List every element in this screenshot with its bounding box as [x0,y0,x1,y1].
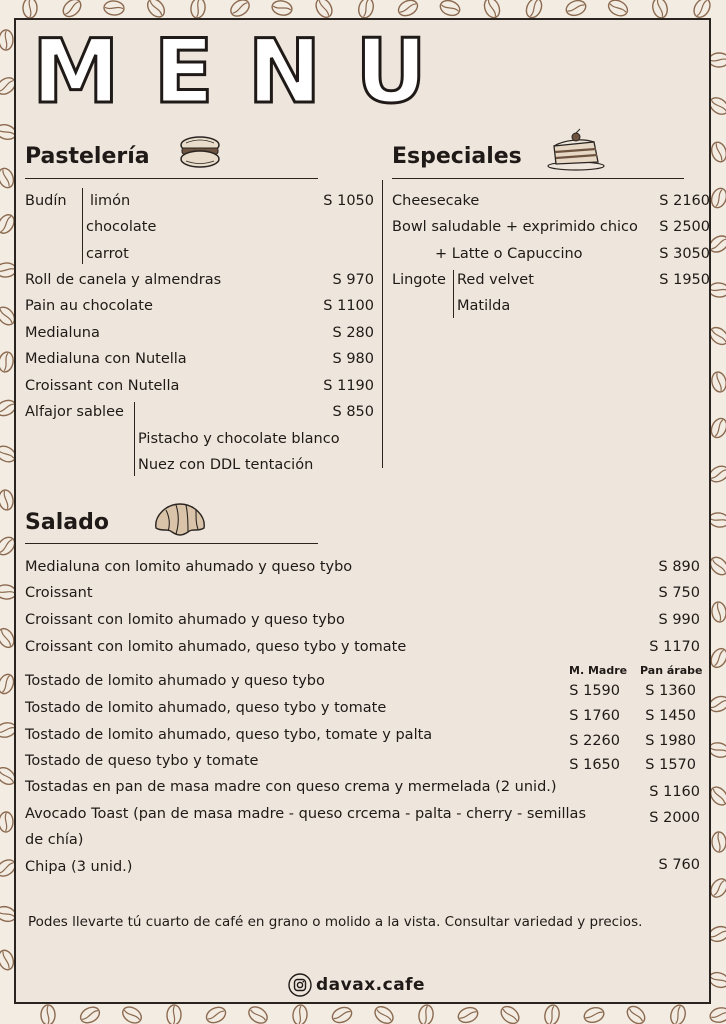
coffee-bean-icon [710,371,726,393]
menu-item-name: Medialuna [25,325,100,341]
coffee-bean-icon [606,0,630,19]
coffee-bean-icon [708,416,726,440]
menu-item-name: Avocado Toast (pan de masa madre - queso crcema - palta - cherry - semillas [25,806,586,822]
macaron-icon [178,134,222,170]
section-heading-salado: Salado [25,510,109,535]
menu-item-price: S 1170 [649,639,700,655]
coffee-bean-icon [166,1005,181,1024]
tostado-price-arabe: S 1570 [645,757,696,773]
page-title: MENU [32,20,461,123]
menu-item-name: Croissant [25,585,93,601]
tostado-name: Tostado de lomito ahumado, queso tybo, tomate y palta [25,727,433,743]
instagram-handle: davax.cafe [316,975,426,995]
coffee-bean-icon [712,832,726,852]
coffee-bean-icon [709,186,726,210]
coffee-bean-icon [60,0,84,20]
croissant-icon [152,498,208,538]
tostado-price-arabe: S 1450 [645,708,696,724]
tostado-price-madre: S 2260 [569,733,620,749]
menu-item-name: Chipa (3 unid.) [25,859,133,875]
menu-item-price: S 890 [658,559,700,575]
coffee-bean-icon [624,1003,648,1024]
coffee-bean-icon [709,53,726,67]
coffee-bean-icon [78,1004,102,1024]
menu-item-name: + Latte o Capuccino [435,246,583,262]
menu-item-price: S 1160 [649,784,700,800]
menu-item-price: S 990 [658,612,700,628]
coffee-bean-icon [292,1004,308,1024]
alfajor-flavor: Nuez con DDL tentación [138,457,314,473]
budin-flavor: limón [90,193,131,209]
coffee-bean-icon [104,0,125,15]
menu-item-price: S 3050 [659,246,710,262]
menu-item-price: S 750 [658,585,700,601]
lingote-label: Lingote [392,272,446,288]
menu-item-name: Tostadas en pan de masa madre con queso crema y mermelada (2 unid.) [25,779,557,795]
budin-bracket [82,188,83,264]
coffee-bean-icon [709,140,726,163]
coffee-bean-icon [456,1005,480,1024]
coffee-bean-icon [524,0,545,20]
coffee-bean-icon [271,0,293,17]
budin-price: S 1050 [323,193,374,209]
cake-slice-icon [546,128,606,172]
coffee-bean-icon [0,351,15,373]
menu-item-price: S 1100 [323,298,374,314]
coffee-bean-icon [438,0,462,18]
column-divider [382,180,383,468]
menu-item-price: S 2000 [649,810,700,826]
coffee-bean-icon [357,0,376,20]
coffee-bean-icon [418,1004,435,1024]
menu-item-price: S 760 [658,857,700,873]
coffee-bean-icon [372,1003,396,1024]
menu-item-name: Pain au chocolate [25,298,153,314]
coffee-bean-icon [651,0,670,19]
section-heading-pasteleria: Pastelería [25,144,150,169]
menu-item-name: Medialuna con Nutella [25,351,187,367]
menu-item-name: Bowl saludable + exprimido chico [392,219,638,235]
coffee-bean-icon [0,489,14,511]
menu-item-price: S 970 [332,272,374,288]
coffee-bean-icon [0,812,13,832]
menu-item-price: S 980 [332,351,374,367]
menu-item-price: S 2160 [659,193,710,209]
menu-item-name: Croissant con Nutella [25,378,180,394]
menu-item-name: Cheesecake [392,193,480,209]
coffee-bean-icon [498,1003,522,1024]
underline-especiales [392,178,684,179]
coffee-bean-icon [41,1005,55,1024]
coffee-bean-icon [709,1006,726,1024]
coffee-bean-icon [0,30,13,50]
tostado-name: Tostado de lomito ahumado y queso tybo [25,673,325,689]
instagram-icon [288,973,312,997]
coffee-bean-icon [204,1004,228,1024]
coffee-bean-icon [669,1004,688,1024]
tostado-price-arabe: S 1980 [645,733,696,749]
tostado-price-madre: S 1760 [569,708,620,724]
section-heading-especiales: Especiales [392,144,522,169]
tostado-price-arabe: S 1360 [645,683,696,699]
tostado-price-madre: S 1650 [569,757,620,773]
coffee-bean-icon [330,1005,354,1024]
budin-label: Budín [25,193,67,209]
lingote-flavor: Matilda [457,298,511,314]
coffee-note: Podes llevarte tú cuarto de café en grano o molido a la vista. Consultar variedad y precios. [28,914,643,930]
underline-salado [25,543,318,544]
tostado-name: Tostado de lomito ahumado, queso tybo y tomate [25,700,387,716]
lingote-price: S 1950 [659,272,710,288]
menu-item-price: S 1190 [323,378,374,394]
column-header-madre: M. Madre [569,664,628,677]
menu-item-price: S 280 [332,325,374,341]
coffee-bean-icon [246,1004,270,1024]
menu-card [14,18,711,1004]
alfajor-flavor: Pistacho y chocolate blanco [138,431,340,447]
coffee-bean-icon [709,282,726,297]
menu-item-name-cont: de chía) [25,832,84,848]
lingote-bracket [453,270,454,318]
menu-item-name: Croissant con lomito ahumado y queso tybo [25,612,345,628]
tostado-name: Tostado de queso tybo y tomate [25,753,259,769]
budin-flavor: carrot [86,246,129,262]
coffee-bean-icon [228,0,252,19]
coffee-bean-icon [396,0,420,19]
tostado-price-madre: S 1590 [569,683,620,699]
coffee-bean-icon [23,0,37,18]
alfajor-bracket [134,402,135,476]
alfajor-label: Alfajor sablee [25,404,124,420]
coffee-bean-icon [564,0,587,18]
menu-item-price: S 2500 [659,219,710,235]
coffee-bean-icon [482,0,503,20]
alfajor-price: S 850 [332,404,374,420]
coffee-bean-icon [711,601,726,623]
underline-pasteleria [25,178,318,179]
coffee-bean-icon [120,1004,144,1024]
column-header-arabe: Pan árabe [640,664,703,677]
coffee-bean-icon [190,0,207,19]
menu-item-name: Medialuna con lomito ahumado y queso tybo [25,559,353,575]
coffee-bean-icon [543,1004,561,1024]
budin-flavor: chocolate [86,219,157,235]
menu-item-name: Croissant con lomito ahumado, queso tybo y tomate [25,639,407,655]
lingote-flavor: Red velvet [457,272,534,288]
menu-item-name: Roll de canela y almendras [25,272,222,288]
coffee-bean-icon [582,1005,605,1024]
